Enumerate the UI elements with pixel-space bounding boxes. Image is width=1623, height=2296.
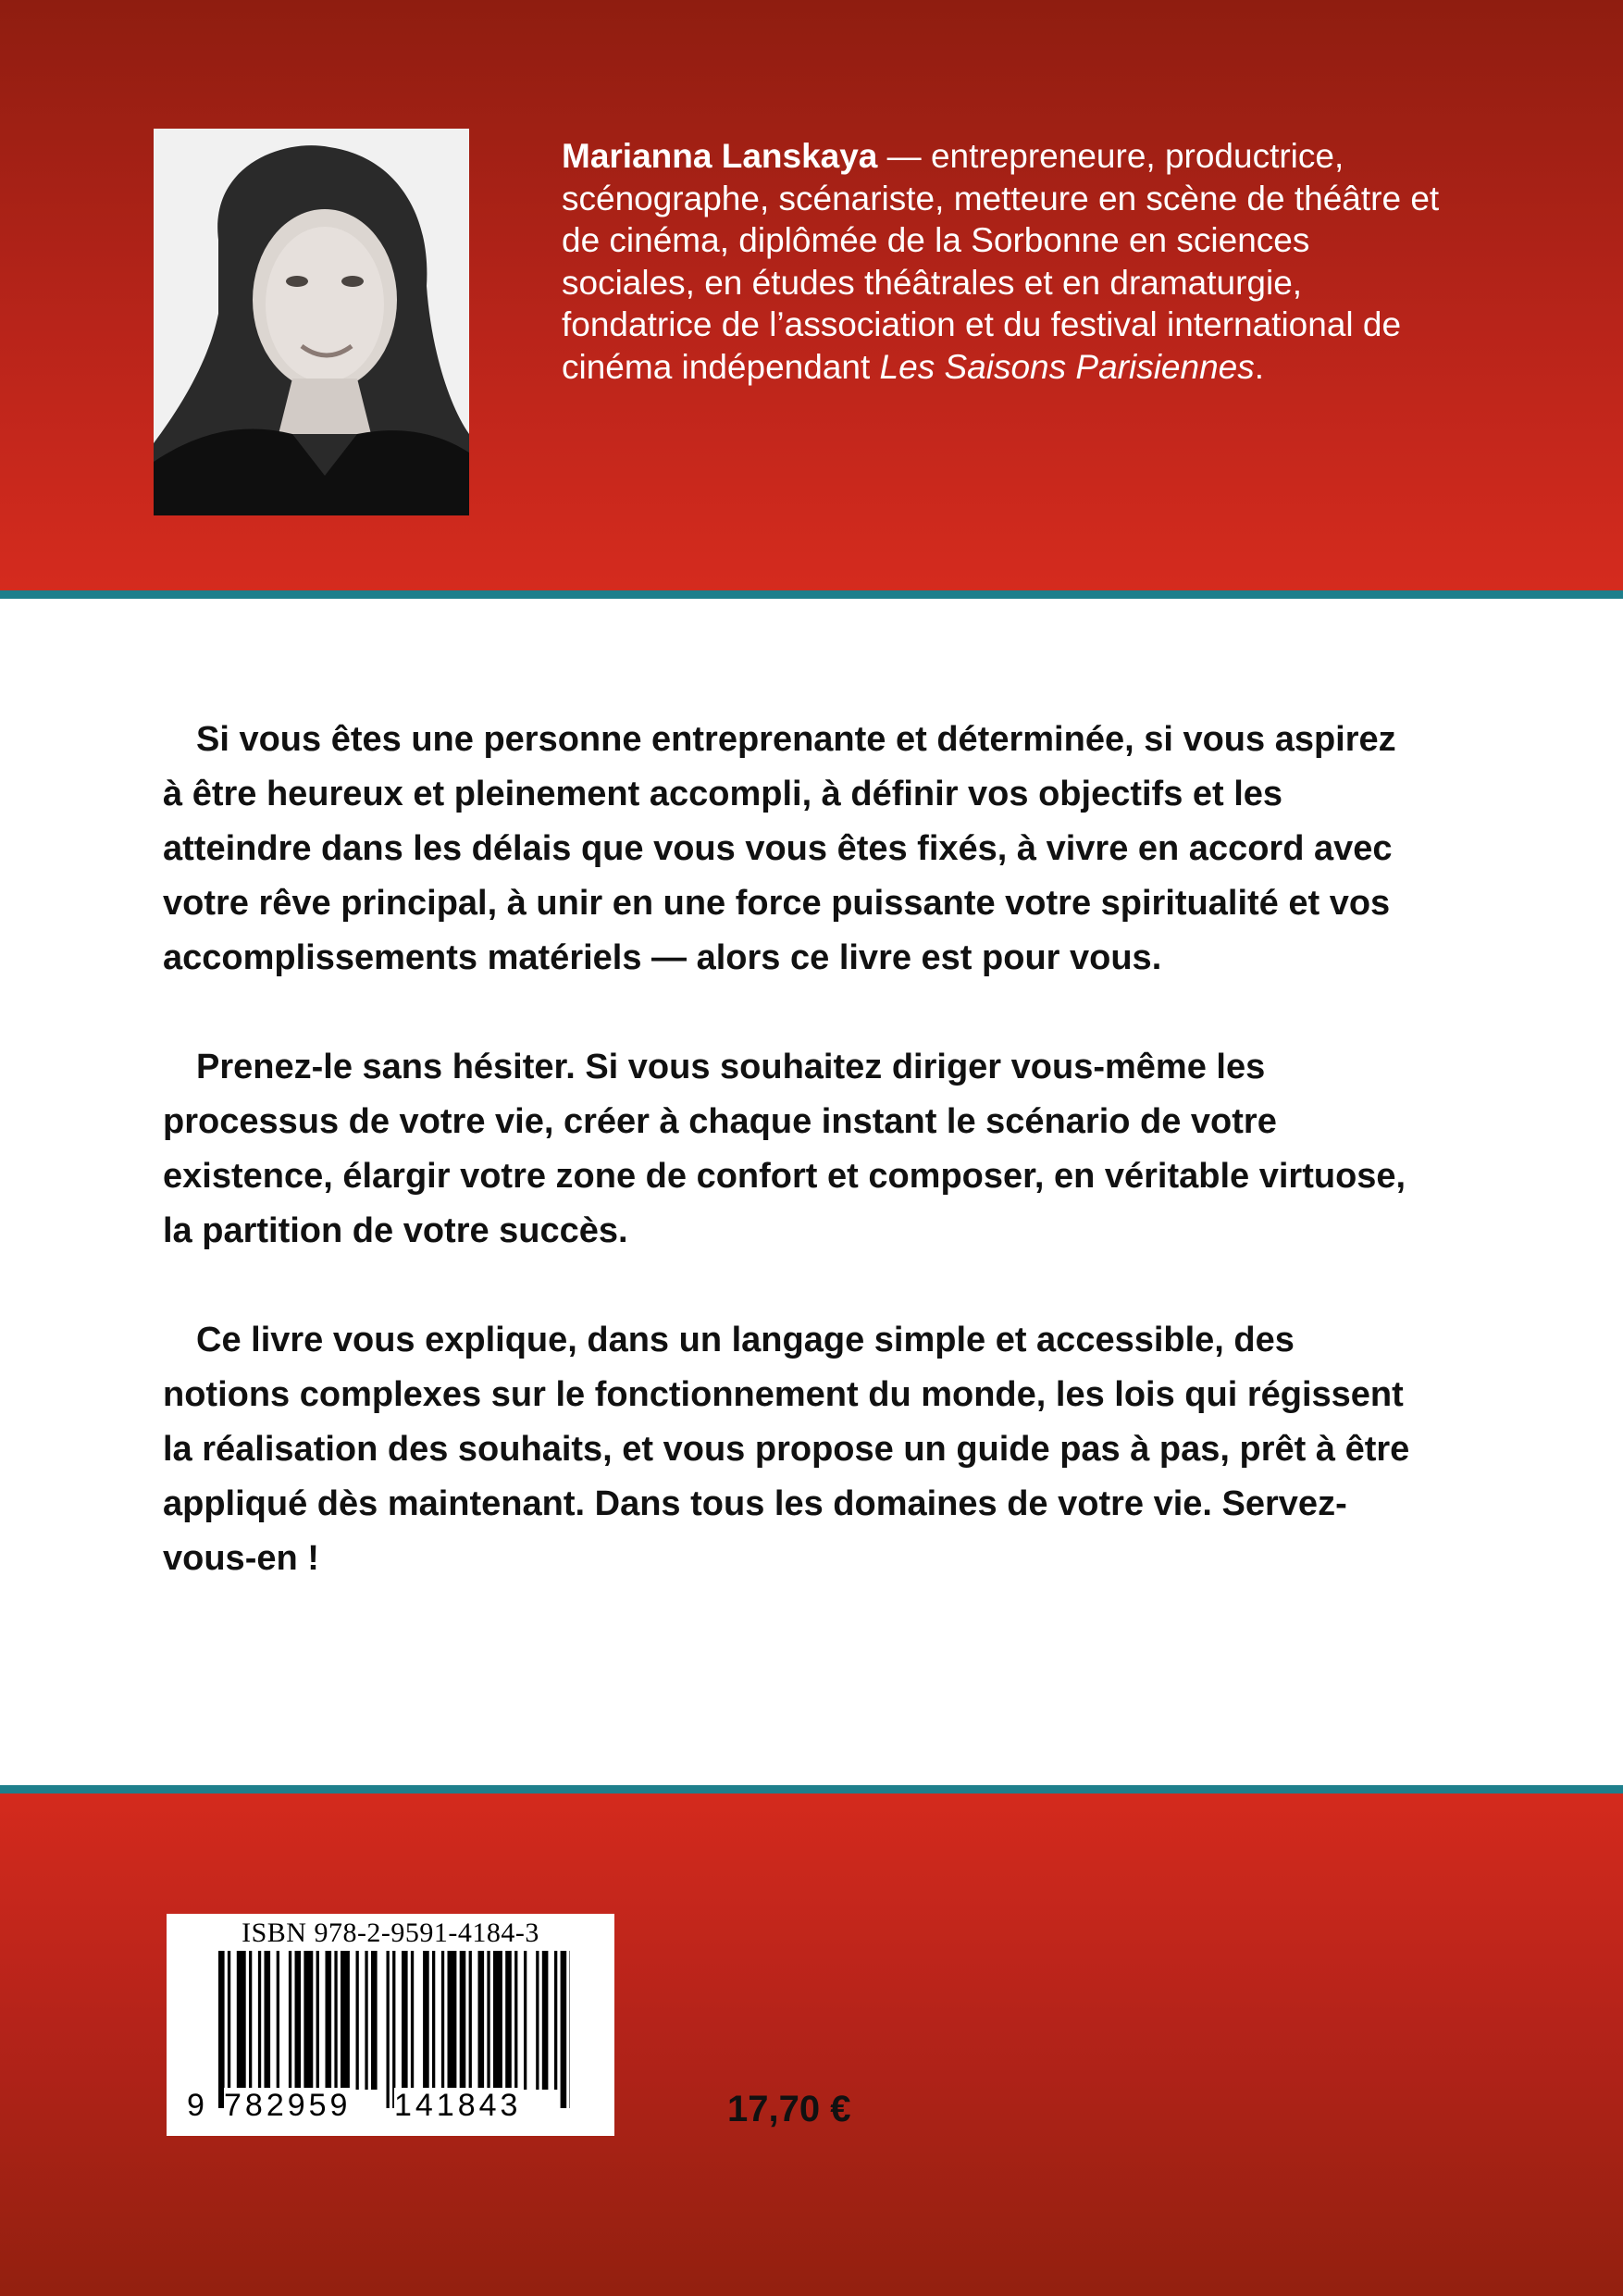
barcode-bar: [387, 1951, 390, 2108]
barcode-bar: [295, 1951, 302, 2090]
barcode-bar: [365, 1951, 367, 2090]
barcode-bar: [536, 1951, 539, 2090]
barcode-bar: [218, 1951, 225, 2108]
blurb-paragraph: Prenez-le sans hésiter. Si vous souhaitez diriger vous-même les processus de votre vie, créer à chaque instant le scénario de votre existence, élargir votre zone de confort et composer, en véritable virtuose, la partition de votre succès.: [163, 1048, 1406, 1250]
barcode-bar: [304, 1951, 313, 2090]
barcode-bar: [237, 1951, 246, 2090]
top-teal-rule: [0, 590, 1623, 599]
barcode-bar: [289, 1951, 291, 2090]
barcode-bar: [505, 1951, 512, 2090]
book-blurb: [163, 713, 1421, 1641]
author-name: Marianna Lanskaya: [562, 137, 878, 175]
bio-text: — entrepreneure, productrice, scénographe, scénariste, metteure en scène de théâtre et de cinéma, diplômée de la Sorbonne en sciences sociales, en études théâtrales et en dramaturgie, fondatrice de l’association et du festival international de cinéma indépendant: [562, 137, 1440, 386]
price: 17,70 €: [727, 2089, 851, 2129]
barcode-bar: [423, 1951, 429, 2090]
barcode-bar: [460, 1951, 466, 2090]
barcode-bar: [542, 1951, 549, 2090]
ean-first-digit: 9: [187, 2088, 204, 2123]
barcode-bar: [316, 1951, 319, 2090]
barcode-bar: [392, 1951, 395, 2108]
bio-end: .: [1254, 347, 1265, 386]
barcode-bar: [514, 1951, 517, 2090]
barcode-bar: [326, 1951, 332, 2090]
blurb-paragraph: Ce livre vous explique, dans un langage simple et accessible, des notions complexes sur le fonctionnement du monde, les lois qui régissent la réalisation des souhaits, et vous propose un guide pas à pas, prêt à être appliqué dès maintenant. Dans tous les domaines de votre vie. Servez-vous-en !: [163, 1321, 1410, 1578]
festival-title: Les Saisons Parisiennes: [879, 347, 1255, 386]
barcode-bar: [402, 1951, 408, 2090]
bottom-teal-rule: [0, 1785, 1623, 1793]
barcode-bar: [448, 1951, 457, 2090]
barcode-bar: [249, 1951, 252, 2090]
barcode-bar: [265, 1951, 271, 2090]
barcode-bar: [478, 1951, 485, 2090]
barcode-bar: [334, 1951, 337, 2090]
author-bio: [562, 135, 1441, 388]
barcode-bar: [411, 1951, 414, 2090]
ean-left-group: 782959: [224, 2088, 352, 2123]
barcode-bar: [341, 1951, 350, 2090]
blurb-paragraph: Si vous êtes une personne entreprenante et déterminée, si vous aspirez à être heureux et pleinement accompli, à définir vos objectifs et les atteindre dans les délais que vous vous êtes fixés, à vivre en accord avec votre rêve principal, à unir en une force puissante votre spiritualité et vos accomplissements matériels — alors ce livre est pour vous.: [163, 720, 1396, 977]
barcode-bar: [493, 1951, 502, 2090]
barcode-bar: [469, 1951, 472, 2090]
barcode-bar: [356, 1951, 359, 2090]
author-photo: [154, 129, 469, 515]
barcode-bar: [258, 1951, 261, 2090]
barcode-bar: [371, 1951, 378, 2090]
barcode-bar: [228, 1951, 230, 2108]
barcode-bar: [554, 1951, 557, 2090]
barcode-bar: [524, 1951, 527, 2090]
barcode-bar: [441, 1951, 444, 2090]
barcode-bar: [277, 1951, 279, 2090]
isbn-barcode: [167, 1914, 614, 2136]
ean-right-group: 141843: [394, 2088, 522, 2123]
barcode-bar: [570, 1951, 571, 2108]
isbn-label: ISBN 978-2-9591-4184-3: [242, 1917, 539, 1948]
barcode-bar: [561, 1951, 567, 2108]
barcode-bars: [218, 1951, 570, 2108]
barcode-bar: [487, 1951, 489, 2090]
barcode-bar: [432, 1951, 435, 2090]
